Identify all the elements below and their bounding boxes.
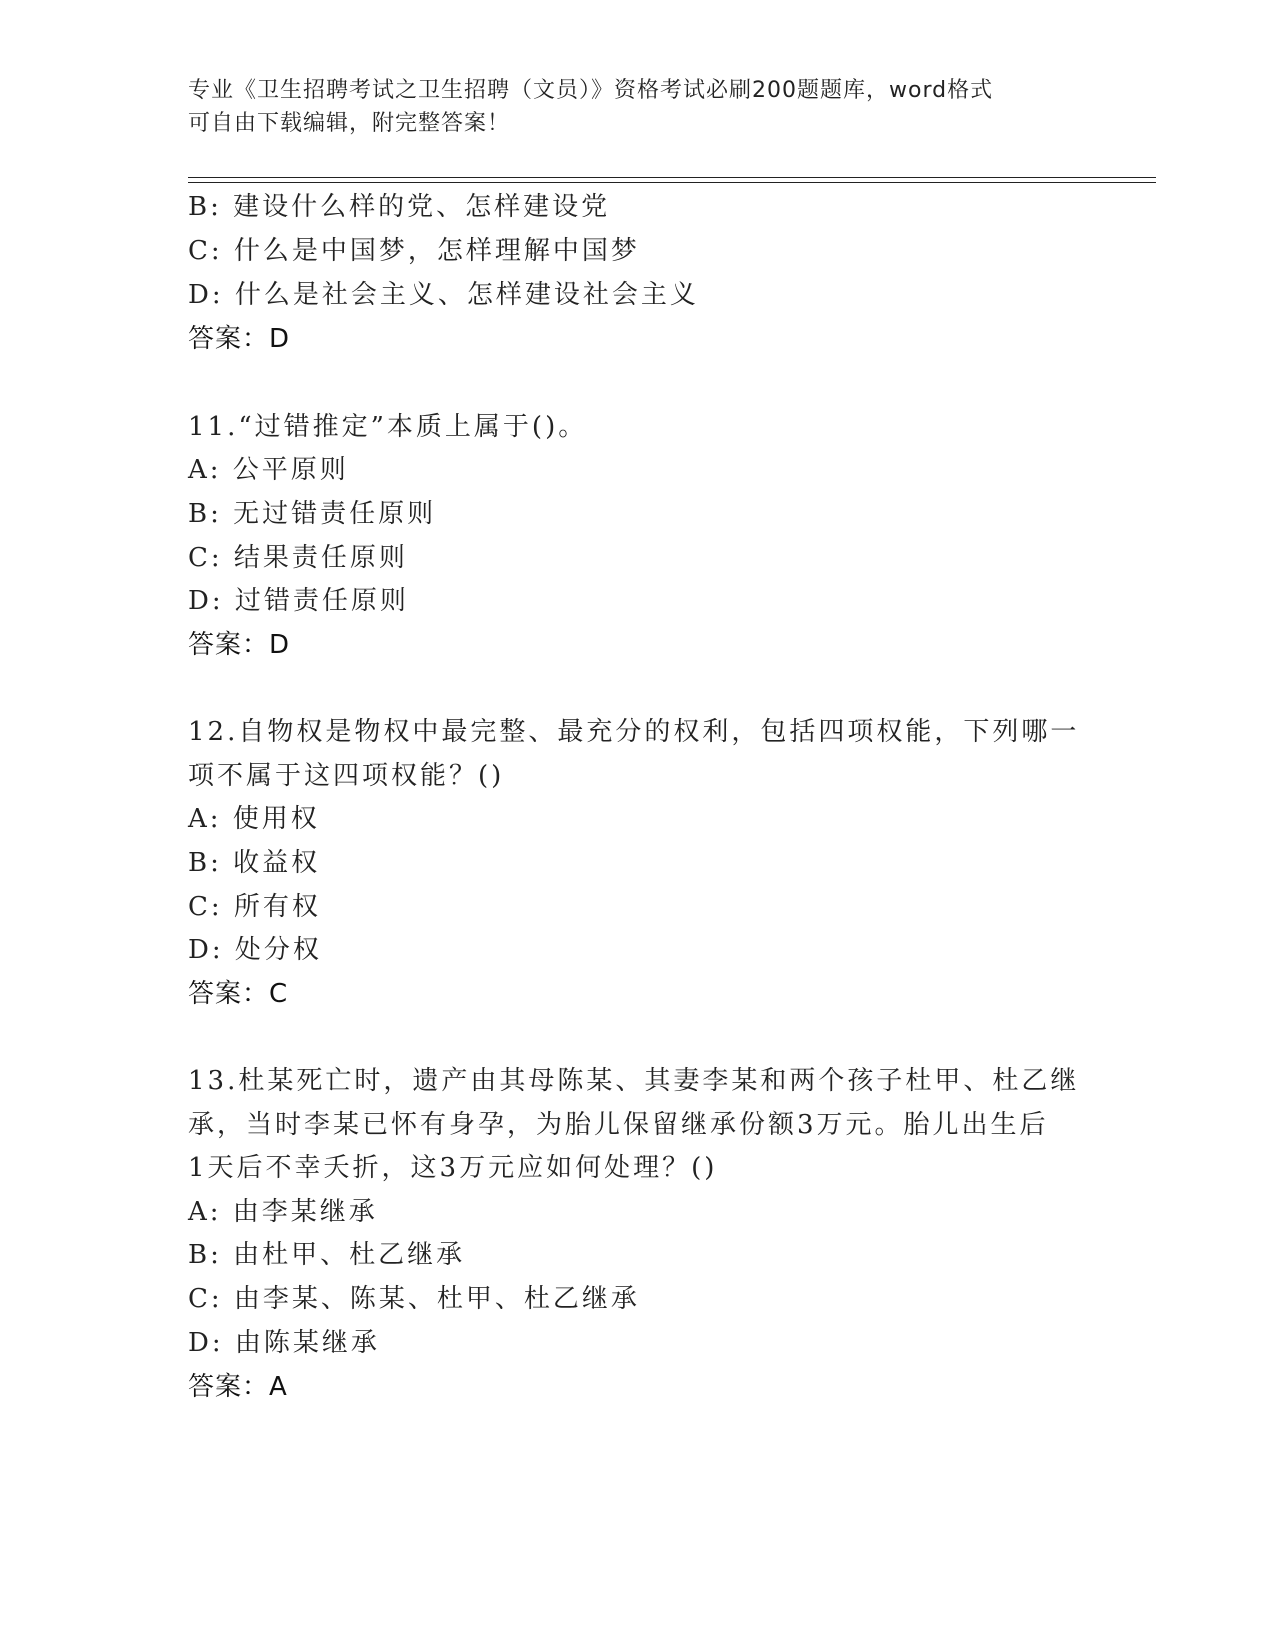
q10-option-c: C: 什么是中国梦，怎样理解中国梦 [188, 236, 640, 266]
q12-option-d: D: 处分权 [188, 935, 322, 965]
header-divider-top [188, 177, 1156, 178]
q12-option-a: A: 使用权 [188, 804, 320, 834]
q13-stem-line-3: 1天后不幸夭折，这3万元应如何处理？() [188, 1153, 718, 1183]
q11-option-a: A: 公平原则 [188, 455, 349, 485]
document-header [188, 74, 1068, 140]
q13-stem-line-1: 13.杜某死亡时，遗产由其母陈某、其妻李某和两个孩子杜甲、杜乙继 [188, 1066, 1080, 1096]
q11-option-c: C: 结果责任原则 [188, 543, 408, 573]
q10-answer: 答案：D [188, 324, 291, 354]
q13-option-d: D: 由陈某继承 [188, 1328, 380, 1358]
q13-option-a: A: 由李某继承 [188, 1197, 378, 1227]
q12-stem-line-2: 项不属于这四项权能？() [188, 761, 505, 791]
header-line-2: 可自由下载编辑，附完整答案！ [188, 111, 511, 136]
header-divider-bottom [188, 182, 1156, 183]
q10-option-b: B: 建设什么样的党、怎样建设党 [188, 192, 611, 222]
q11-option-b: B: 无过错责任原则 [188, 499, 437, 529]
q12-stem-line-1: 12.自物权是物权中最完整、最充分的权利，包括四项权能，下列哪一 [188, 717, 1080, 747]
q11-stem: 11.“过错推定”本质上属于()。 [188, 412, 588, 442]
q12-answer: 答案：C [188, 979, 289, 1009]
q13-option-b: B: 由杜甲、杜乙继承 [188, 1240, 466, 1270]
q11-option-d: D: 过错责任原则 [188, 586, 409, 616]
header-line-1: 专业《卫生招聘考试之卫生招聘（文员）》资格考试必刷200题题库，word格式 [188, 78, 994, 103]
q13-stem-line-2: 承，当时李某已怀有身孕，为胎儿保留继承份额3万元。胎儿出生后 [188, 1110, 1049, 1140]
q13-answer: 答案：A [188, 1372, 288, 1402]
q12-option-c: C: 所有权 [188, 892, 321, 922]
q11-answer: 答案：D [188, 630, 291, 660]
q12-option-b: B: 收益权 [188, 848, 321, 878]
q13-option-c: C: 由李某、陈某、杜甲、杜乙继承 [188, 1284, 640, 1314]
q10-option-d: D: 什么是社会主义、怎样建设社会主义 [188, 280, 699, 310]
